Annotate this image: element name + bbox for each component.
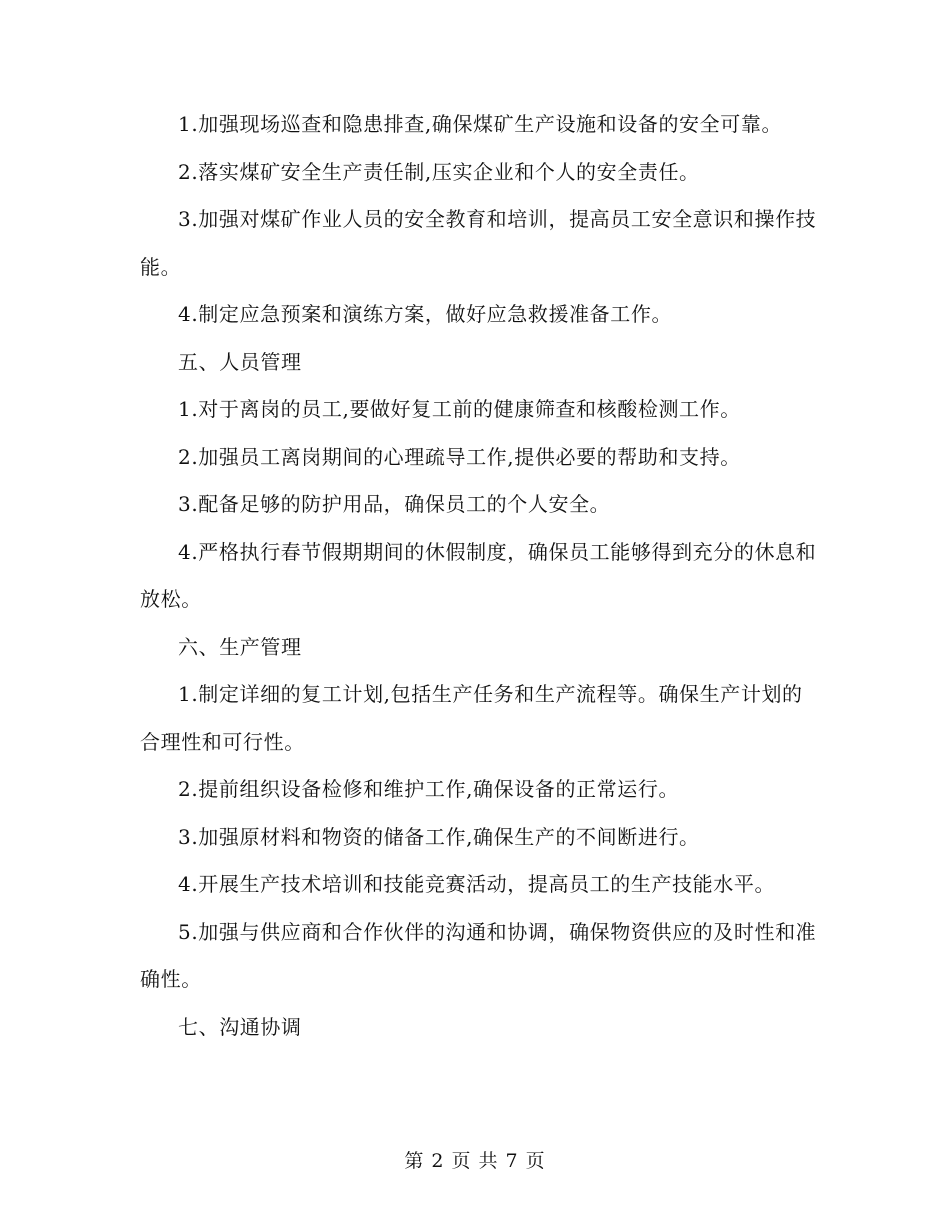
section-heading: 五、人员管理 — [178, 349, 302, 374]
paragraph: 3.加强对煤矿作业人员的安全教育和培训，提高员工安全意识和操作技能。 — [140, 207, 817, 279]
paragraph: 3.配备足够的防护用品，确保员工的个人安全。 — [178, 492, 611, 516]
paragraph: 1.制定详细的复工计划,包括生产任务和生产流程等。确保生产计划的合理性和可行性。 — [140, 682, 803, 754]
paragraph: 4.开展生产技术培训和技能竞赛活动，提高员工的生产技能水平。 — [178, 872, 776, 896]
page-number-footer: 第 2 页 共 7 页 — [404, 1150, 546, 1172]
section-heading: 七、沟通协调 — [178, 1014, 302, 1039]
paragraph: 5.加强与供应商和合作伙伴的沟通和协调，确保物资供应的及时性和准确性。 — [140, 919, 817, 991]
paragraph: 1.对于离岗的员工,要做好复工前的健康筛查和核酸检测工作。 — [178, 397, 741, 421]
paragraph: 2.落实煤矿安全生产责任制,压实企业和个人的安全责任。 — [178, 159, 700, 184]
paragraph: 4.制定应急预案和演练方案，做好应急救援准备工作。 — [178, 302, 673, 326]
paragraph: 1.加强现场巡查和隐患排查,确保煤矿生产设施和设备的安全可靠。 — [178, 112, 783, 136]
paragraph: 2.提前组织设备检修和维护工作,确保设备的正常运行。 — [178, 777, 680, 801]
paragraph: 3.加强原材料和物资的储备工作,确保生产的不间断进行。 — [178, 824, 700, 849]
document-body — [140, 101, 820, 1051]
paragraph: 2.加强员工离岗期间的心理疏导工作,提供必要的帮助和支持。 — [178, 444, 741, 469]
section-heading: 六、生产管理 — [178, 634, 302, 659]
paragraph: 4.严格执行春节假期期间的休假制度，确保员工能够得到充分的休息和放松。 — [140, 539, 817, 611]
